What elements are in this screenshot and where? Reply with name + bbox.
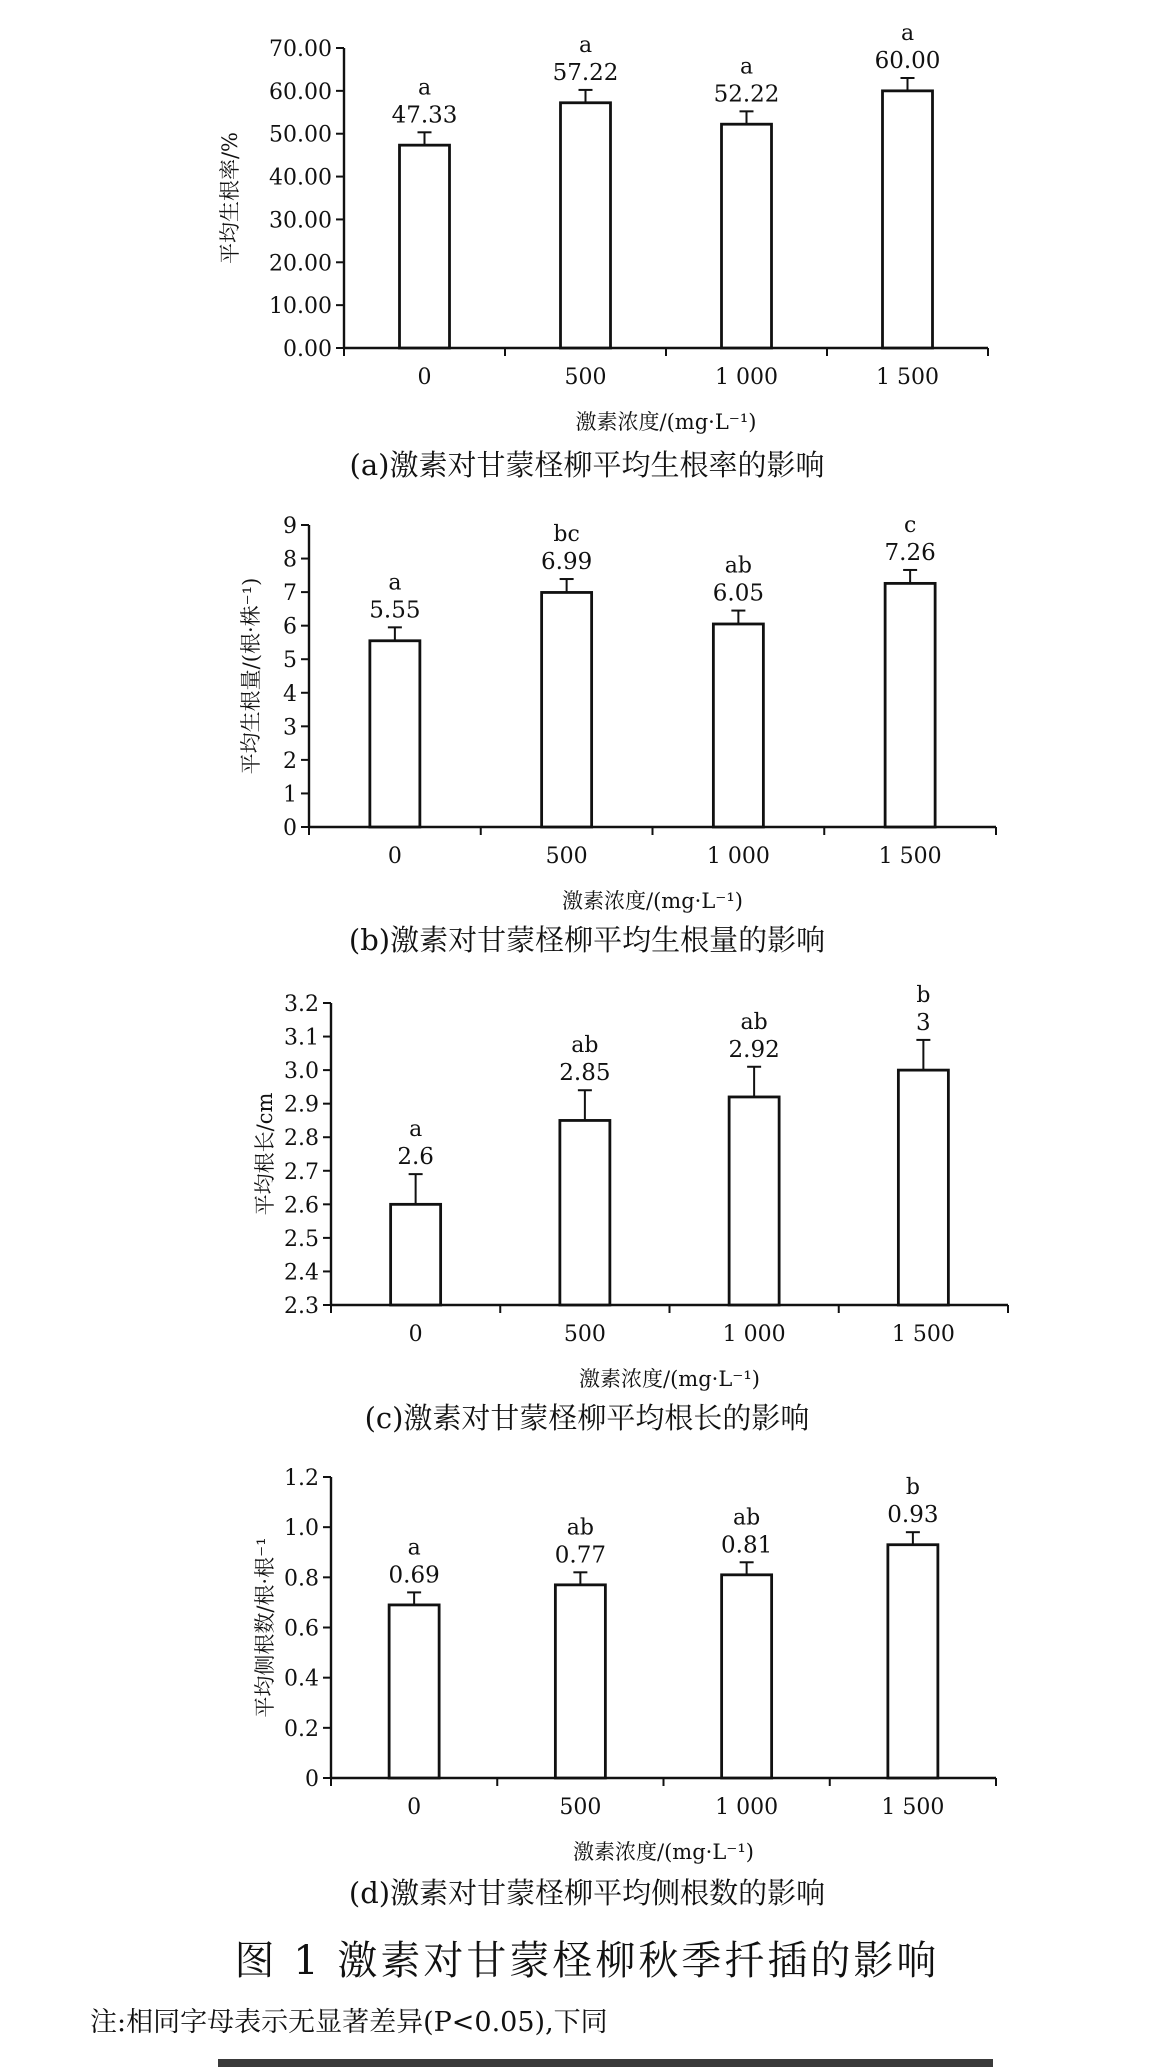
significance-letter: a [739, 54, 754, 80]
data-label: 57.22 [552, 59, 619, 86]
y-tick-label: 2.6 [284, 1193, 319, 1219]
chart-panel-d [253, 1466, 996, 1910]
x-tick-label: 500 [545, 844, 588, 869]
y-tick-label: 0.00 [283, 337, 332, 362]
y-tick-label: 10.00 [269, 294, 332, 320]
bar [391, 1204, 441, 1305]
x-tick-label: 1 000 [706, 844, 770, 869]
data-label: 52.22 [713, 81, 780, 108]
data-label: 0.69 [388, 1562, 440, 1589]
x-tick-label: 0 [417, 365, 432, 390]
significance-letter: bc [553, 522, 580, 548]
x-tick-label: 0 [407, 1795, 422, 1820]
y-tick-label: 9 [283, 514, 297, 539]
y-tick-label: 2.4 [284, 1260, 319, 1286]
x-tick-label: 0 [387, 844, 402, 869]
figure-note: 注:相同字母表示无显著差异(P<0.05),下同 [90, 2007, 608, 2038]
y-tick-label: 0.8 [284, 1566, 319, 1592]
chart-caption: (c)激素对甘蒙柽柳平均根长的影响 [364, 1401, 810, 1435]
bar [888, 1545, 938, 1778]
y-tick-label: 2.3 [284, 1294, 319, 1319]
x-axis-title: 激素浓度/(mg·L⁻¹) [575, 410, 757, 434]
data-label: 60.00 [874, 48, 941, 74]
y-tick-label: 8 [283, 547, 297, 573]
y-tick-label: 3 [283, 715, 297, 741]
data-label: 0.77 [554, 1542, 606, 1569]
y-tick-label: 6 [283, 614, 297, 640]
bar [555, 1585, 605, 1778]
x-tick-label: 1 500 [878, 844, 942, 869]
chart-panel-a [218, 21, 988, 482]
y-tick-label: 4 [283, 681, 297, 707]
y-tick-label: 0.6 [284, 1616, 319, 1642]
y-tick-label: 0.2 [284, 1716, 319, 1742]
chart-panel-b [239, 513, 996, 957]
data-label: 0.81 [721, 1532, 773, 1559]
chart-caption: (b)激素对甘蒙柽柳平均生根量的影响 [348, 923, 826, 957]
y-tick-label: 0.4 [284, 1666, 319, 1692]
y-axis-title: 平均生根率/% [218, 131, 242, 265]
y-tick-label: 40.00 [269, 165, 332, 191]
bar [542, 592, 592, 827]
y-tick-label: 0 [305, 1767, 319, 1792]
data-label: 47.33 [391, 102, 458, 129]
data-label: 5.55 [369, 597, 421, 624]
x-tick-label: 500 [559, 1795, 602, 1820]
x-tick-label: 1 500 [881, 1795, 945, 1820]
data-label: 7.26 [884, 539, 936, 566]
x-tick-label: 500 [564, 365, 607, 390]
significance-letter: b [916, 982, 931, 1008]
y-axis-title: 平均生根量/(根·株⁻¹) [239, 577, 263, 775]
bar [883, 91, 933, 348]
significance-letter: ab [724, 553, 752, 579]
significance-letter: a [407, 1535, 421, 1561]
y-tick-label: 50.00 [269, 122, 332, 148]
next-figure-edge [218, 2059, 993, 2067]
bar [898, 1070, 948, 1305]
x-tick-label: 1 000 [715, 1795, 779, 1820]
significance-letter: a [578, 32, 593, 58]
data-label: 6.05 [712, 580, 764, 607]
y-tick-label: 5 [283, 648, 297, 674]
y-tick-label: 60.00 [269, 79, 332, 105]
significance-letter: a [388, 570, 402, 596]
x-tick-label: 1 000 [715, 365, 778, 390]
figure-title: 图 1 激素对甘蒙柽柳秋季扦插的影响 [234, 1938, 940, 1984]
bar [713, 624, 763, 827]
y-tick-label: 3.2 [284, 992, 319, 1017]
bar [370, 641, 420, 827]
bar [389, 1605, 439, 1778]
y-axis-title: 平均根长/cm [253, 1092, 277, 1216]
bar [885, 583, 935, 827]
bar [560, 1120, 610, 1305]
y-tick-label: 2.8 [284, 1126, 319, 1152]
y-tick-label: 3.0 [284, 1059, 319, 1085]
bar [561, 103, 611, 348]
bar [729, 1097, 779, 1305]
x-tick-label: 0 [408, 1322, 423, 1347]
y-tick-label: 2.9 [284, 1092, 319, 1118]
data-label: 3 [916, 1009, 931, 1036]
y-tick-label: 2.7 [284, 1159, 319, 1185]
significance-letter: ab [740, 1009, 768, 1035]
y-tick-label: 3.1 [284, 1025, 319, 1051]
significance-letter: a [417, 75, 432, 101]
chart-caption: (a)激素对甘蒙柽柳平均生根率的影响 [349, 448, 825, 482]
y-tick-label: 30.00 [269, 208, 332, 234]
significance-letter: ab [571, 1033, 599, 1059]
significance-letter: ab [566, 1515, 594, 1541]
significance-letter: c [903, 512, 917, 538]
y-tick-label: 7 [283, 581, 297, 607]
y-tick-label: 0 [283, 816, 297, 841]
chart-panels [218, 21, 1008, 1910]
bar [722, 124, 772, 348]
significance-letter: a [900, 21, 915, 46]
bar [722, 1575, 772, 1778]
x-tick-label: 1 500 [891, 1322, 955, 1347]
y-tick-label: 2 [283, 748, 297, 774]
chart-panel-c [253, 983, 1008, 1435]
significance-letter: ab [733, 1505, 761, 1531]
significance-letter: b [905, 1475, 920, 1501]
x-axis-title: 激素浓度/(mg·L⁻¹) [579, 1367, 760, 1391]
y-axis-title: 平均侧根数/根·根⁻¹ [253, 1537, 277, 1718]
chart-caption: (d)激素对甘蒙柽柳平均侧根数的影响 [348, 1876, 826, 1910]
y-tick-label: 1.0 [284, 1516, 319, 1542]
data-label: 2.6 [397, 1144, 434, 1171]
y-tick-label: 1 [283, 782, 297, 808]
x-axis-title: 激素浓度/(mg·L⁻¹) [573, 1840, 754, 1864]
data-label: 2.92 [728, 1036, 780, 1063]
y-tick-label: 2.5 [284, 1226, 319, 1252]
y-tick-label: 70.00 [269, 37, 332, 62]
x-tick-label: 1 000 [722, 1322, 786, 1347]
significance-letter: a [409, 1117, 423, 1143]
data-label: 2.85 [559, 1060, 611, 1087]
data-label: 6.99 [541, 549, 593, 576]
x-tick-label: 1 500 [876, 365, 939, 390]
y-tick-label: 1.2 [284, 1466, 319, 1491]
data-label: 0.93 [887, 1502, 939, 1529]
y-tick-label: 20.00 [269, 251, 332, 277]
x-axis-title: 激素浓度/(mg·L⁻¹) [562, 889, 743, 913]
x-tick-label: 500 [563, 1322, 606, 1347]
bar [400, 145, 450, 348]
